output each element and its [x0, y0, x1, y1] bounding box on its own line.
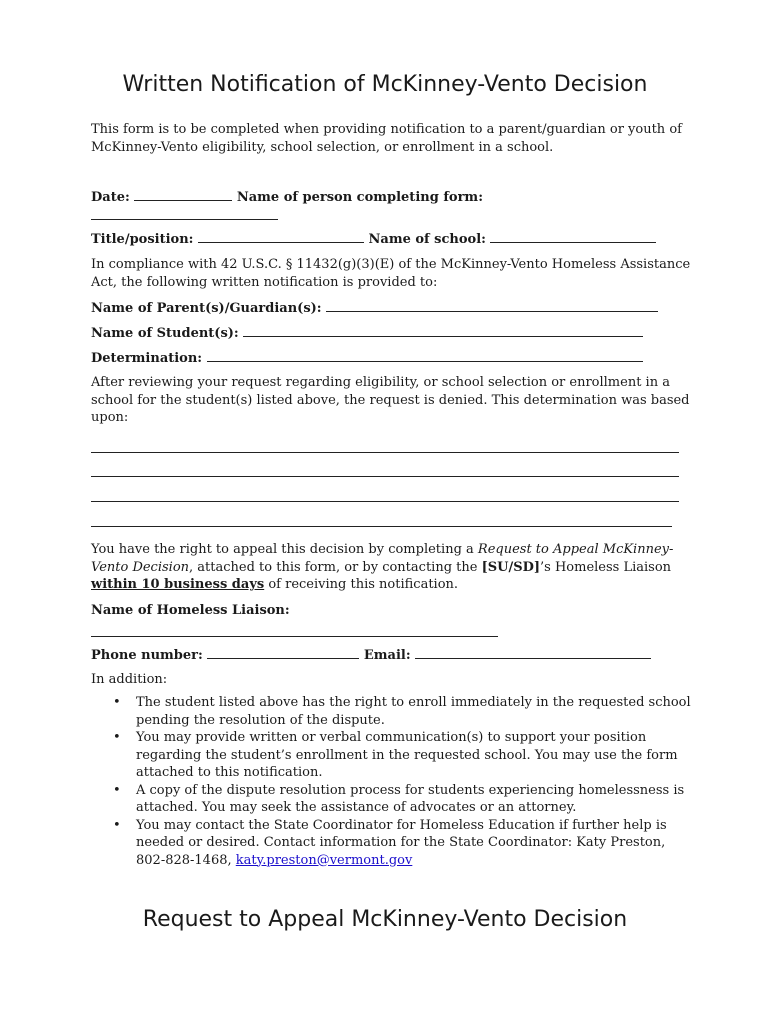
email-field[interactable] — [415, 646, 651, 659]
student-row — [91, 324, 643, 342]
school-field[interactable] — [490, 230, 656, 243]
completing-field[interactable] — [91, 219, 278, 220]
review-text: After reviewing your request regarding eligibility, or school selection or enrollment in a school for the student(s) listed above, the request is denied. This determination was based upon: — [91, 375, 690, 425]
coordinator-email-link[interactable]: katy.preston@vermont.gov — [235, 852, 413, 868]
phone-label: Phone number: — [91, 648, 203, 663]
email-label: Email: — [363, 648, 411, 663]
basis-line-2[interactable] — [91, 476, 679, 477]
su-sd-placeholder: [SU/SD] — [481, 559, 541, 575]
contact-row — [91, 646, 651, 664]
student-label: Name of Student(s): — [91, 326, 239, 341]
parent-field[interactable] — [326, 299, 658, 312]
liaison-label: Name of Homeless Liaison: — [91, 603, 290, 618]
list-item — [91, 782, 691, 817]
list-item-text: A copy of the dispute resolution process for students experiencing homelessness is attached. You may seek the assistance of advocates or an attorney. — [136, 782, 685, 815]
list-item — [91, 694, 691, 729]
student-field[interactable] — [243, 324, 643, 337]
appeal-form-name: Request to Appeal McKinney-Vento Decision — [91, 542, 674, 575]
title-position-field[interactable] — [198, 230, 364, 243]
school-label: Name of school: — [368, 232, 486, 247]
deadline-text: within 10 business days — [91, 577, 265, 592]
compliance-text: In compliance with 42 U.S.C. § 11432(g)(3)(E) of the McKinney-Vento Homeless Assistance Act, the following written notification is provided to: — [91, 257, 691, 290]
basis-line-4[interactable] — [91, 526, 672, 527]
phone-field[interactable] — [207, 646, 359, 659]
appeal-section-title: Request to Appeal McKinney-Vento Decision — [142, 907, 628, 932]
bullet-icon: • — [113, 782, 121, 798]
determination-label: Determination: — [91, 351, 203, 366]
title-position-label: Title/position: — [91, 232, 194, 247]
appeal-text-1: You have the right to appeal this decision by completing a — [91, 542, 478, 557]
title-row — [91, 230, 656, 248]
appeal-text — [91, 541, 691, 594]
basis-line-1[interactable] — [91, 452, 679, 453]
appeal-text-2: , attached to this form, or by contacting the — [189, 559, 482, 575]
determination-field[interactable] — [207, 349, 643, 362]
rights-list — [91, 694, 691, 869]
bullet-icon: • — [113, 817, 121, 833]
bullet-icon: • — [113, 695, 121, 710]
date-row — [91, 188, 483, 206]
list-item — [91, 817, 691, 870]
appeal-text-3: ’s Homeless Liaison — [540, 559, 672, 575]
completing-label: Name of person completing form: — [236, 190, 483, 205]
in-addition-text: In addition: — [91, 672, 168, 687]
page-title: Written Notification of McKinney-Vento Decision — [122, 72, 648, 97]
list-item-text: The student listed above has the right to enroll immediately in the requested school pending the resolution of the dispute. — [136, 695, 691, 728]
basis-line-3[interactable] — [91, 501, 679, 502]
list-item-text: You may provide written or verbal communication(s) to support your position regarding the student’s enrollment in the requested school. You may use the form attached to this notification. — [136, 730, 678, 780]
bullet-icon: • — [113, 730, 121, 745]
list-item-text: You may contact the State Coordinator for Homeless Education if further help is needed or desired. Contact information for the State Coordinator: Katy Preston, 802-828-1468, — [136, 817, 667, 868]
determination-row — [91, 349, 643, 367]
parent-row — [91, 299, 658, 317]
parent-label: Name of Parent(s)/Guardian(s): — [91, 301, 322, 316]
date-field[interactable] — [134, 188, 232, 201]
appeal-text-4: of receiving this notification. — [264, 577, 459, 592]
date-label: Date: — [91, 190, 130, 205]
liaison-field[interactable] — [91, 636, 498, 637]
list-item — [91, 729, 691, 782]
liaison-row — [91, 602, 290, 619]
intro-text: This form is to be completed when providing notification to a parent/guardian or youth of McKinney-Vento eligibility, school selection, or enrollment in a school. — [91, 122, 682, 155]
